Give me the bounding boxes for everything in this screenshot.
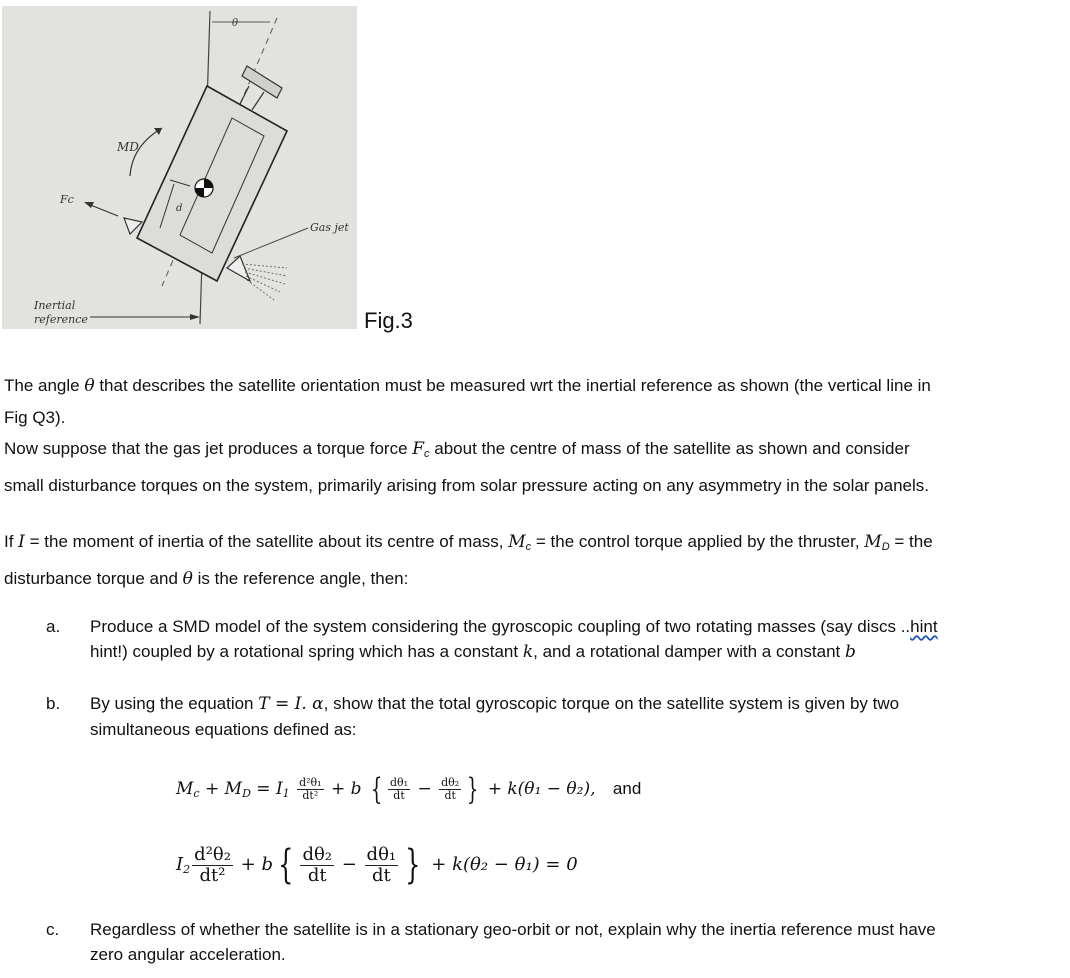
eq2-minus: − <box>336 854 363 875</box>
item-a-text <box>90 614 1055 665</box>
eq2-i2-sub: 2 <box>183 863 191 876</box>
satellite-figure <box>2 6 357 329</box>
equation-1 <box>176 772 641 807</box>
p2-fc-sub: c <box>424 448 430 460</box>
d-label: d <box>176 203 183 214</box>
eq1-md: + M <box>199 779 243 799</box>
p3-text-a: If <box>4 532 19 551</box>
eq1-frac3 <box>439 777 461 802</box>
item-a-hint: hint <box>910 617 938 636</box>
p3-mc-sub: c <box>525 541 532 553</box>
p1-theta: θ <box>84 376 95 396</box>
p3-text-d: = the <box>889 532 933 551</box>
p3-md-sub: D <box>881 541 890 553</box>
eq1-md-sub: D <box>242 787 251 800</box>
eq2-frac1 <box>192 845 233 886</box>
item-b-letter: b. <box>46 694 61 713</box>
item-c-line1: Regardless of whether the satellite is in a stationary geo-orbit or not, explain why the inertia reference must have <box>90 920 936 939</box>
eq2-lbrace: { <box>278 842 294 888</box>
eq1-mc: M <box>176 779 194 799</box>
eq2-plus-b: + b <box>234 854 273 875</box>
eq1-frac1-den: dt² <box>302 789 319 802</box>
item-b-line2: simultaneous equations defined as: <box>90 720 357 739</box>
item-a-line1a: Produce a SMD model of the system considering the gyroscopic coupling of two rotating masses (say discs .. <box>90 617 911 636</box>
eq1-frac1-num: d²θ₁ <box>299 776 322 789</box>
eq2-tail: + k(θ₂ − θ₁) = 0 <box>425 854 578 875</box>
eq2-frac3-num: dθ₁ <box>366 843 397 865</box>
eq1-frac1 <box>297 777 323 802</box>
eq1-mc-sub: c <box>193 787 200 800</box>
inertial-label-line2: reference <box>34 313 88 326</box>
eq1-frac3-den: dt <box>444 789 456 802</box>
p3-mc: M <box>508 532 526 552</box>
eq1-lbrace: { <box>370 772 383 807</box>
inertial-label-line1: Inertial <box>34 299 76 312</box>
item-c-line2: zero angular acceleration. <box>90 945 286 964</box>
eq1-frac2-num: dθ₁ <box>390 776 409 789</box>
p1-text-c: Fig Q3). <box>4 408 66 427</box>
item-a-line2b: , and a rotational damper with a constant <box>533 642 845 661</box>
p3-text-c: = the control torque applied by the thruster, <box>531 532 865 551</box>
eq2-frac2 <box>300 845 334 886</box>
theta-label: θ <box>232 18 239 29</box>
p3-text-b: = the moment of inertia of the satellite about its centre of mass, <box>24 532 509 551</box>
equation-2 <box>176 842 578 888</box>
eq2-frac3-den: dt <box>371 864 391 886</box>
item-a-line2a: hint!) coupled by a rotational spring which has a constant <box>90 642 523 661</box>
eq1-i1-sub: 1 <box>282 787 290 800</box>
item-c-letter: c. <box>46 920 60 939</box>
p2-text-a: Now suppose that the gas jet produces a torque force <box>4 439 413 458</box>
item-b-line1a: By using the equation <box>90 694 259 713</box>
eq1-frac2 <box>388 777 410 802</box>
eq2-frac2-den: dt <box>307 864 327 886</box>
satellite-diagram <box>2 6 357 329</box>
fc-label: Fc <box>60 193 74 206</box>
p1-text-a: The angle <box>4 376 85 395</box>
paragraph-3 <box>4 526 1064 595</box>
eq2-frac3 <box>365 845 399 886</box>
item-c-text <box>90 917 1055 967</box>
figure-caption: Fig.3 <box>364 308 413 333</box>
eq1-frac3-num: dθ₂ <box>441 776 460 789</box>
eq1-and: and <box>612 779 642 798</box>
p3-i: I <box>18 532 25 552</box>
item-a-k: k <box>522 642 534 662</box>
p2-text-c: small disturbance torques on the system, primarily arising from solar pressure acting on any asymmetry in the solar panels. <box>4 476 929 495</box>
eq1-minus: − <box>412 779 438 799</box>
eq2-frac1-num: d²θ₂ <box>194 843 231 865</box>
eq2-frac1-den: dt² <box>199 864 226 886</box>
p3-md: M <box>864 532 882 552</box>
p1-text-b: that describes the satellite orientation must be measured wrt the inertial reference as shown (the vertical line in <box>94 376 931 395</box>
eq2-rbrace: } <box>405 842 421 888</box>
md-label: MD <box>117 140 139 154</box>
eq2-i2: I <box>176 854 184 875</box>
item-b-equation: T = I. α <box>258 694 324 714</box>
paragraph-1 <box>4 370 1064 501</box>
eq2-frac2-num: dθ₂ <box>302 843 333 865</box>
p3-text-f: is the reference angle, then: <box>192 569 409 588</box>
eq1-rbrace: } <box>467 772 479 807</box>
item-b-text <box>90 691 1055 742</box>
p2-text-b: about the centre of mass of the satellite as shown and consider <box>429 439 910 458</box>
eq1-plus-b: + b <box>325 779 367 799</box>
p3-text-e: disturbance torque and <box>4 569 183 588</box>
gas-jet-label: Gas jet <box>310 221 349 234</box>
eq1-i1: = I <box>250 779 283 799</box>
eq1-frac2-den: dt <box>393 789 405 802</box>
item-b-line1b: , show that the total gyroscopic torque on the satellite system is given by two <box>323 694 900 713</box>
p3-theta: θ <box>182 569 193 589</box>
item-a-letter: a. <box>46 617 61 636</box>
p2-fc: F <box>412 439 425 459</box>
eq1-tail: + k(θ₁ − θ₂), <box>482 779 596 799</box>
item-a-b: b <box>844 642 856 662</box>
